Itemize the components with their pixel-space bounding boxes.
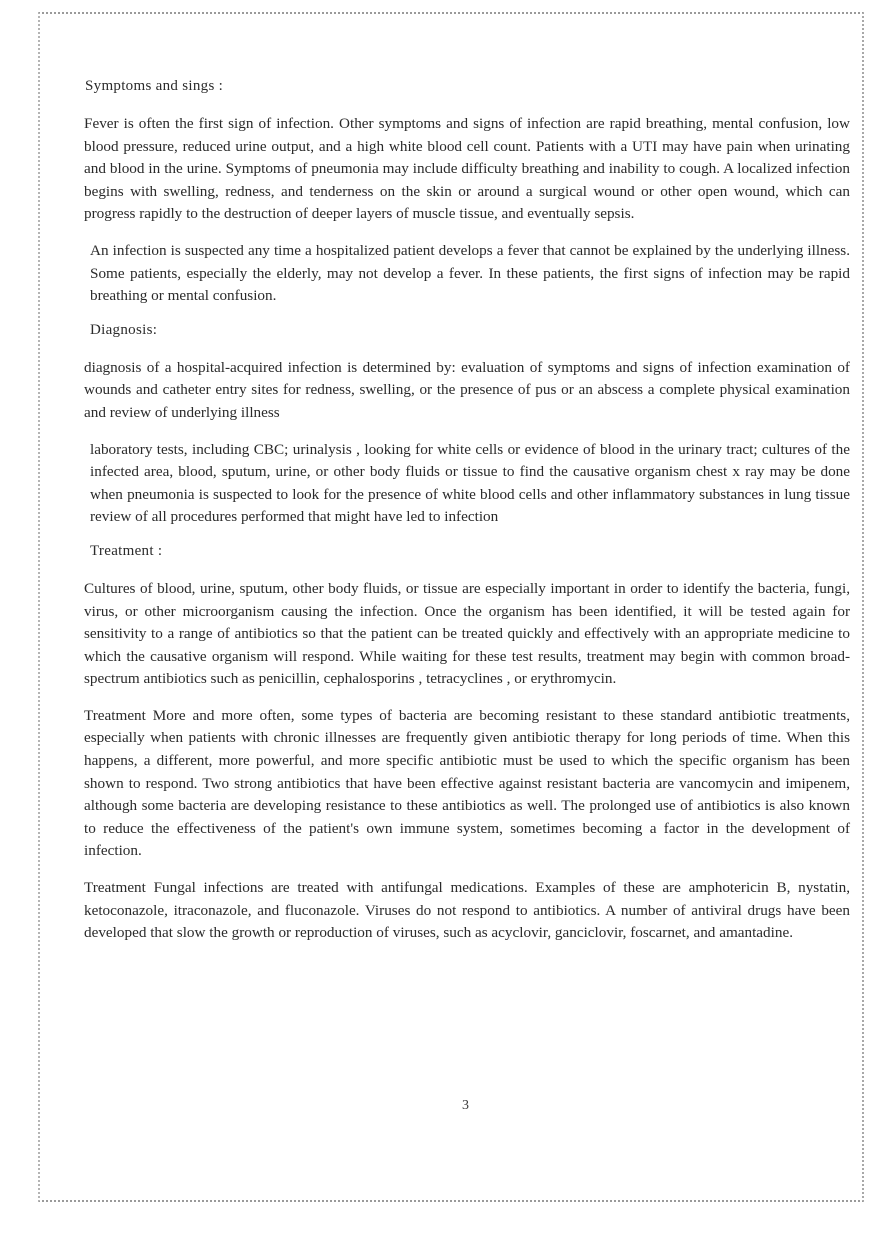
- diagnosis-heading: Diagnosis:: [90, 321, 158, 338]
- document-body: [84, 78, 850, 959]
- symptoms-paragraph: Fever is often the first sign of infection. Other symptoms and signs of infection are rapid breathing, mental confusion, low blood pressure, reduced urine output, and a high white blood cell count. Patients with a UTI may have pain when urinating and blood in the urine. Symptoms of pneumonia may include difficulty breathing and inability to cough. A localized infection begins with swelling, redness, and tenderness on the skin or around a surgical wound or other open wound, which can progress rapidly to the destruction of deeper layers of muscle tissue, and eventually sepsis.: [84, 115, 850, 223]
- fungal-viral-paragraph: Treatment Fungal infections are treated with antifungal medications. Examples of these are amphotericin B, nystatin, ketoconazole, itraconazole, and fluconazole. Viruses do not respond to antibiotics. A number of antiviral drugs have been developed that slow the growth or reproduction of viruses, such as acyclovir, ganciclovir, foscarnet, and amantadine.: [84, 879, 850, 942]
- page-number: 3: [462, 1098, 469, 1113]
- cultures-paragraph: Cultures of blood, urine, sputum, other body fluids, or tissue are especially important in order to identify the bacteria, fungi, virus, or other microorganism causing the infection. Once the organism has been identified, it will be tested again for sensitivity to a range of antibiotics so that the patient can be treated quickly and effectively with an appropriate medicine to which the causative organism will respond. While waiting for these test results, treatment may begin with common broad-spectrum antibiotics such as penicillin, cephalosporins , tetracyclines , or erythromycin.: [84, 579, 850, 688]
- treatment-heading: Treatment :: [90, 542, 163, 559]
- laboratory-tests-paragraph: laboratory tests, including CBC; urinalysis , looking for white cells or evidence of blood in the urinary tract; cultures of the infected area, blood, sputum, urine, or other body fluids or tissue to find the causative organism chest x ray may be done when pneumonia is suspected to look for the presence of white blood cells and other inflammatory substances in lung tissue review of all procedures performed that might have led to infection: [90, 440, 850, 526]
- symptoms-heading: Symptoms and sings :: [85, 78, 224, 94]
- suspicion-paragraph: An infection is suspected any time a hospitalized patient develops a fever that cannot be explained by the underlying illness. Some patients, especially the elderly, may not develop a fever. In these patients, the first signs of infection may be rapid breathing or mental confusion.: [90, 241, 850, 305]
- resistance-paragraph: Treatment More and more often, some types of bacteria are becoming resistant to these standard antibiotic treatments, especially when patients with chronic illnesses are frequently given antibiotic therapy for long periods of time. When this happens, a different, more powerful, and more specific antibiotic must be used to which the specific organism has been shown to respond. Two strong antibiotics that have been effective against resistant bacteria are vancomycin and imipenem, although some bacteria are developing resistance to these antibiotics as well. The prolonged use of antibiotics is also known to reduce the effectiveness of the patient's own immune system, sometimes becoming a factor in the development of infection.: [84, 706, 850, 860]
- diagnosis-paragraph: diagnosis of a hospital-acquired infection is determined by: evaluation of symptoms and signs of infection examination of wounds and catheter entry sites for redness, swelling, or the presence of pus or an abscess a complete physical examination and review of underlying illness: [84, 358, 850, 421]
